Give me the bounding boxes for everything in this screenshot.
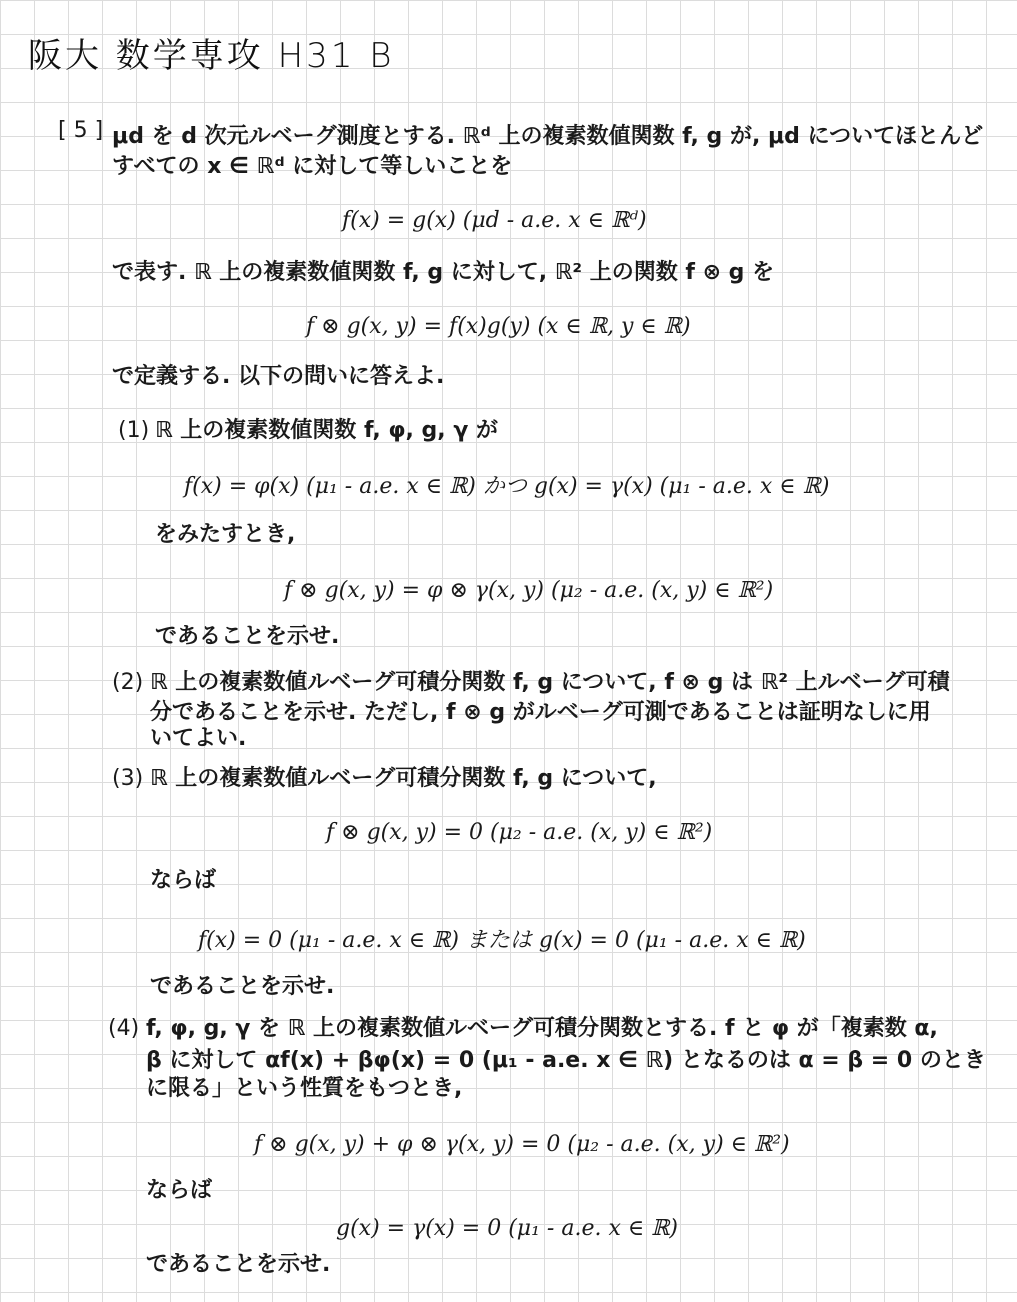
question-2-line-2: 分であることを示せ. ただし, f ⊗ g がルベーグ可測であることは証明なしに用 [150, 700, 931, 725]
question-3-equation-2: f(x) = 0 (μ₁ - a.e. x ∈ ℝ) または g(x) = 0 (μ₁ - a.e. x ∈ ℝ) [198, 928, 806, 953]
question-4-line-3: に限る」という性質をもつとき, [146, 1076, 463, 1101]
question-4-line-4: ならば [146, 1178, 213, 1203]
intro-line-2: すべての x ∈ ℝᵈ に対して等しいことを [112, 154, 513, 179]
definition-line: で表す. ℝ 上の複素数値関数 f, g に対して, ℝ² 上の関数 f ⊗ g を [112, 260, 775, 285]
question-4-label: (4) [108, 1016, 140, 1041]
equation-ae-definition: f(x) = g(x) (μd - a.e. x ∈ ℝᵈ) [342, 208, 647, 233]
question-1-line-1: ℝ 上の複素数値関数 f, φ, g, γ が [155, 418, 498, 443]
question-2-label: (2) [112, 670, 144, 695]
problem-number: [ 5 ] [58, 118, 104, 143]
question-4-equation-1: f ⊗ g(x, y) + φ ⊗ γ(x, y) = 0 (μ₂ - a.e. (x, y) ∈ ℝ²) [254, 1132, 790, 1157]
question-1-equation-2: f ⊗ g(x, y) = φ ⊗ γ(x, y) (μ₂ - a.e. (x, y) ∈ ℝ²) [284, 578, 774, 603]
question-1-label: (1) [118, 418, 150, 443]
question-1-line-3: であることを示せ. [155, 624, 340, 649]
question-4-equation-2: g(x) = γ(x) = 0 (μ₁ - a.e. x ∈ ℝ) [336, 1216, 678, 1241]
question-2-line-3: いてよい. [150, 726, 247, 751]
intro-line-1: μd を d 次元ルベーグ測度とする. ℝᵈ 上の複素数値関数 f, g が, μd についてほとんど [112, 124, 984, 149]
question-2-line-1: ℝ 上の複素数値ルベーグ可積分関数 f, g について, f ⊗ g は ℝ² 上ルベーグ可積 [150, 670, 950, 695]
question-3-equation-1: f ⊗ g(x, y) = 0 (μ₂ - a.e. (x, y) ∈ ℝ²) [326, 820, 713, 845]
question-3-line-3: であることを示せ. [150, 974, 335, 999]
question-4-line-5: であることを示せ. [146, 1252, 331, 1277]
equation-tensor-definition: f ⊗ g(x, y) = f(x)g(y) (x ∈ ℝ, y ∈ ℝ) [306, 314, 691, 339]
question-3-label: (3) [112, 766, 144, 791]
page-title: 阪大 数学専攻 H31 B [28, 36, 395, 76]
instruction-line: で定義する. 以下の問いに答えよ. [112, 364, 445, 389]
question-1-line-2: をみたすとき, [155, 522, 296, 547]
question-4-line-1: f, φ, g, γ を ℝ 上の複素数値ルベーグ可積分関数とする. f と φ が「複素数 α, [146, 1016, 938, 1041]
question-3-line-1: ℝ 上の複素数値ルベーグ可積分関数 f, g について, [150, 766, 657, 791]
question-3-line-2: ならば [150, 868, 217, 893]
question-4-line-2: β に対して αf(x) + βφ(x) = 0 (μ₁ - a.e. x ∈ ℝ) となるのは α = β = 0 のとき [146, 1048, 986, 1073]
question-1-equation-1: f(x) = φ(x) (μ₁ - a.e. x ∈ ℝ) かつ g(x) = γ(x) (μ₁ - a.e. x ∈ ℝ) [184, 474, 830, 499]
